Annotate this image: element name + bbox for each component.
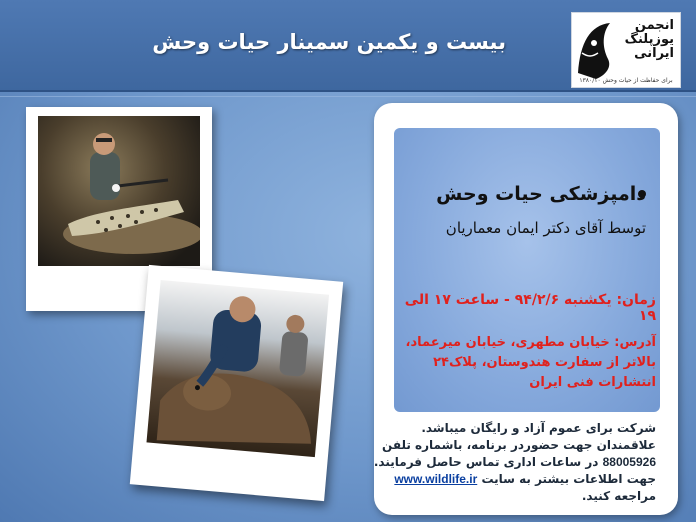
photo-frame-bear	[130, 265, 343, 501]
slide-title: بیست و یکمین سمینار حیات وحش	[152, 30, 506, 54]
logo-name-line1: انجمن	[634, 18, 674, 33]
footer-line4-text: جهت اطلاعات بیشتر به سایت	[481, 472, 656, 486]
footer-line1: شرکت برای عموم آزاد و رایگان میباشد.	[421, 421, 656, 435]
address-line1: آدرس: خیابان مطهری، خیابان میرعماد،	[405, 335, 656, 350]
footer-line2: علاقمندان جهت حضوردر برنامه، باشماره تلفن	[382, 438, 656, 452]
footer-notes	[356, 420, 656, 505]
divider	[0, 96, 696, 97]
event-time: زمان: یکشنبه ۹۴/۲/۶ - ساعت ۱۷ الی ۱۹	[404, 292, 656, 324]
logo-name	[604, 19, 674, 61]
society-logo	[571, 12, 681, 88]
event-byline: توسط آقای دکتر ایمان معماریان	[445, 219, 646, 237]
logo-tagline: برای حفاظت از حیات وحش ۱۳۸۰/۱۰	[579, 77, 673, 84]
leopard-photo	[38, 116, 200, 266]
bear-photo	[146, 280, 329, 457]
logo-name-line2: یوزپلنگ	[624, 32, 674, 47]
event-address	[381, 333, 656, 393]
footer-line4	[356, 471, 656, 488]
event-headline: دامپزشکی حیات وحش	[436, 183, 646, 205]
address-line3: انتشارات فنی ایران	[529, 375, 656, 390]
website-link[interactable]: www.wildlife.ir	[394, 472, 478, 486]
address-line2: بالاتر از سفارت هندوستان، پلاک۲۴	[433, 355, 656, 370]
logo-name-line3: ایرانی	[634, 46, 674, 61]
phone-number: 88005926	[602, 455, 656, 469]
footer-line3	[356, 454, 656, 471]
footer-line3-text: در ساعات اداری تماس حاصل فرمایند.	[373, 455, 599, 469]
footer-line5: مراجعه کنید.	[581, 489, 656, 503]
